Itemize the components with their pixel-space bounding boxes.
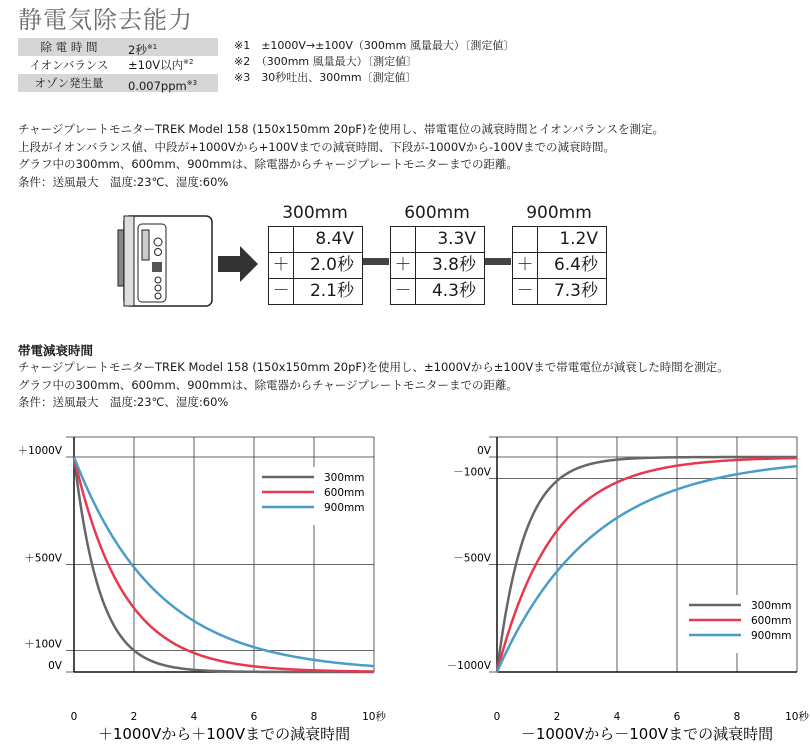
plus-sign: ＋ (391, 253, 416, 278)
x-tick-label: 10秒 (362, 711, 386, 723)
footnote: ※3 30秒吐出、300mm〔測定値〕 (234, 71, 417, 84)
minus-sign: － (513, 279, 538, 304)
legend-label: 600mm (324, 487, 365, 499)
plus-sign: ＋ (269, 253, 294, 278)
footnote: ※1 ±1000V→±100V（300mm 風量最大）〔測定値〕 (234, 39, 515, 52)
positive-decay-time: 3.8秒 (431, 255, 476, 275)
x-tick-label: 4 (190, 711, 198, 723)
distance-label-600: 600mm (404, 203, 470, 223)
negative-decay-time: 2.1秒 (309, 281, 354, 301)
y-tick-label: ＋1000V (17, 445, 62, 457)
negative-decay-time: 4.3秒 (431, 281, 476, 301)
description-line: 条件：送風最大 温度:23℃、湿度:60% (18, 395, 229, 409)
x-tick-label: 2 (553, 711, 561, 723)
x-tick-label: 0 (493, 711, 501, 723)
y-tick-label: 0V (48, 660, 62, 672)
chart-title: －1000Vから－100Vまでの減衰時間 (520, 725, 774, 743)
section-heading: 帯電減衰時間 (18, 343, 94, 358)
ion-balance-value: 8.4V (315, 229, 354, 249)
spec-value: 0.007ppm$^{※3}$ (120, 74, 218, 92)
x-tick-label: 8 (310, 711, 318, 723)
spec-row-discharge-time (18, 38, 218, 56)
description-line: グラフ中の300mm、600mm、900mmは、除電器からチャージプレートモニターまでの距離。 (18, 157, 519, 171)
spec-value: 2秒$^{※1}$ (120, 38, 218, 56)
positive-decay-time: 2.0秒 (309, 255, 354, 275)
y-tick-label: －100V (453, 466, 491, 479)
chart-title: ＋1000Vから＋100Vまでの減衰時間 (97, 725, 351, 743)
footnote: ※2 （300mm 風量最大）〔測定値〕 (234, 55, 418, 68)
plus-sign: ＋ (513, 253, 538, 278)
footnotes (234, 38, 514, 86)
x-tick-label: 6 (673, 711, 681, 723)
spec-value: ±10V以内$^{※2}$ (128, 58, 194, 72)
description-line: グラフ中の300mm、600mm、900mmは、除電器からチャージプレートモニターまでの距離。 (18, 377, 519, 392)
negative-decay-time: 7.3秒 (553, 281, 598, 301)
measurement-table-600 (390, 226, 485, 305)
y-tick-label: －1000V (446, 660, 491, 672)
x-tick-label: 10秒 (785, 711, 809, 723)
x-tick-label: 2 (130, 711, 138, 723)
x-tick-label: 6 (250, 711, 258, 723)
description-line: 条件：送風最大 温度:23℃、湿度:60% (18, 174, 229, 189)
legend (258, 467, 366, 525)
minus-sign: － (391, 279, 416, 304)
distance-label-300: 300mm (282, 203, 348, 223)
x-tick-label: 0 (70, 711, 78, 723)
measurement-table-300 (268, 226, 363, 305)
description-line: チャージプレートモニターTREK Model 158 (150x150mm 20pF)を使用し、帯電電位の減衰時間とイオンバランスを測定。 (18, 122, 665, 136)
chart-negative-decay (405, 425, 810, 749)
positive-decay-time: 6.4秒 (553, 255, 598, 275)
page-title: 静電気除去能力 (18, 6, 193, 34)
description-1 (18, 121, 664, 191)
spec-label: オゾン発生量 (18, 74, 120, 92)
description-line: 上段がイオンバランス値、中段が+1000Vから+100Vまでの減衰時間、下段が-1000Vから-100Vまでの減衰時間。 (18, 139, 615, 154)
spec-row-ozone (18, 74, 218, 92)
x-tick-label: 8 (733, 711, 741, 723)
spec-table (18, 38, 218, 92)
table-connector (361, 258, 389, 265)
table-connector (483, 258, 511, 265)
legend-label: 300mm (751, 600, 792, 612)
minus-sign: － (269, 279, 294, 304)
y-tick-label: －500V (453, 552, 491, 565)
spec-label: イオンバランス (29, 58, 109, 72)
description-2 (18, 359, 729, 412)
chart-positive-decay (0, 425, 405, 749)
y-tick-label: 0V (477, 445, 491, 457)
legend-label: 600mm (751, 615, 792, 627)
legend-label: 900mm (324, 502, 365, 514)
ion-balance-value: 1.2V (559, 229, 598, 249)
spec-row-ion-balance (18, 56, 218, 74)
arrow-right-icon (216, 244, 260, 284)
legend-label: 900mm (751, 630, 792, 642)
x-tick-label: 4 (613, 711, 621, 723)
spec-label: 除 電 時 間 (18, 38, 120, 56)
y-tick-label: ＋500V (24, 552, 62, 565)
distance-label-900: 900mm (526, 203, 592, 223)
description-line: チャージプレートモニターTREK Model 158 (150x150mm 20pF)を使用し、±1000Vから±100Vまで帯電電位が減衰した時間を測定。 (18, 360, 729, 374)
ionizer-device-illustration (108, 210, 220, 310)
legend-label: 300mm (324, 472, 365, 484)
y-tick-label: ＋100V (24, 638, 62, 651)
ion-balance-value: 3.3V (437, 229, 476, 249)
measurement-table-900 (512, 226, 607, 305)
legend (685, 595, 793, 653)
